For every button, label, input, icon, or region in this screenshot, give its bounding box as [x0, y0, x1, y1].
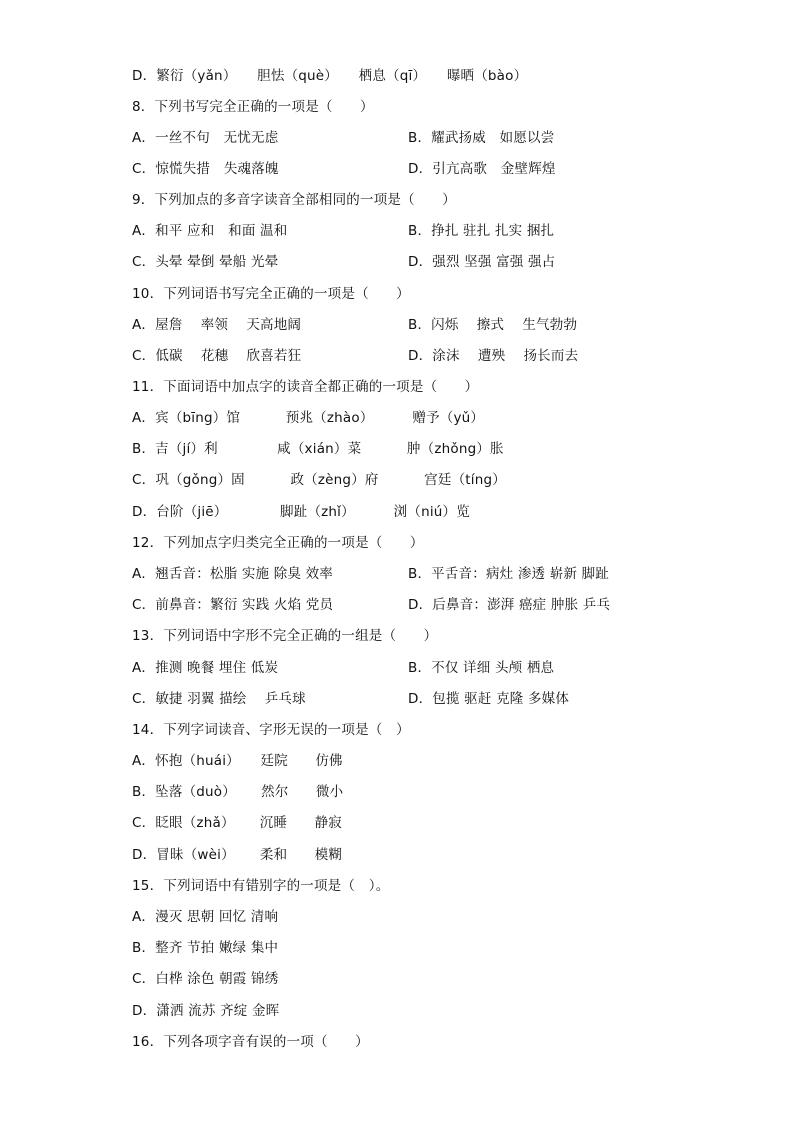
q11-option-b [132, 437, 734, 461]
option-a: A．宾（bīng）馆 预兆（zhào） 赠予（yǔ） [132, 410, 485, 426]
option-d: D．台阶（jiē） 脚趾（zhǐ） 浏（niú）览 [132, 504, 470, 520]
q8-options-ab [132, 126, 734, 150]
question-16 [132, 1030, 734, 1054]
question-13 [132, 624, 734, 648]
question-text: 13．下列词语中字形不完全正确的一组是（ ） [132, 628, 438, 644]
question-text: 9．下列加点的多音字读音全部相同的一项是（ ） [132, 192, 456, 208]
option-c: C．低碳 花穗 欣喜若狂 [132, 348, 302, 364]
option-a: A．漫灭 思朝 回忆 清响 [132, 909, 279, 925]
option-b: B．挣扎 驻扎 扎实 捆扎 [408, 223, 555, 239]
option-c: C．头晕 晕倒 晕船 光晕 [132, 254, 279, 270]
question-14 [132, 718, 734, 742]
option-b: B．坠落（duò） 然尔 微小 [132, 784, 344, 800]
question-10 [132, 282, 734, 306]
option-d: D．包揽 驱赶 克隆 多媒体 [408, 691, 570, 707]
option-c: C．惊慌失措 失魂落魄 [132, 161, 279, 177]
option-a: A．屋詹 率领 天高地阔 [132, 317, 302, 333]
q13-options-cd [132, 687, 734, 711]
option-d: D．后鼻音：澎湃 癌症 肿胀 乒乓 [408, 597, 611, 613]
q14-option-b [132, 780, 734, 804]
option-d: D．潇洒 流苏 齐绽 金晖 [132, 1003, 280, 1019]
option-c: C．巩（gǒng）固 政（zèng）府 宫廷（tíng） [132, 472, 506, 488]
option-b: B．耀武扬威 如愿以尝 [408, 130, 555, 146]
option-b: B．闪烁 擦式 生气勃勃 [408, 317, 578, 333]
q8-options-cd [132, 157, 734, 181]
q7-option-d [132, 64, 734, 88]
option-d: D．冒昧（wèi） 柔和 模糊 [132, 847, 343, 863]
q10-options-cd [132, 344, 734, 368]
q12-options-cd [132, 593, 734, 617]
question-text: 12．下列加点字归类完全正确的一项是（ ） [132, 535, 424, 551]
q11-option-a [132, 406, 734, 430]
q14-option-d [132, 843, 734, 867]
question-8 [132, 95, 734, 119]
option-text: D．繁衍（yǎn） 胆怯（què） 栖息（qī） 曝晒（bào） [132, 68, 528, 84]
question-text: 16．下列各项字音有误的一项（ ） [132, 1034, 369, 1050]
option-d: D．涂沫 遭殃 扬长而去 [408, 348, 579, 364]
question-text: 14．下列字词读音、字形无误的一项是（ ） [132, 722, 410, 738]
question-text: 10．下列词语书写完全正确的一项是（ ） [132, 286, 410, 302]
question-12 [132, 531, 734, 555]
option-d: D．引亢高歌 金壁辉煌 [408, 161, 556, 177]
question-11 [132, 375, 734, 399]
question-text: 11．下面词语中加点字的读音全都正确的一项是（ ） [132, 379, 479, 395]
q15-option-d [132, 999, 734, 1023]
q10-options-ab [132, 313, 734, 337]
q15-option-b [132, 936, 734, 960]
question-9 [132, 188, 734, 212]
option-b: B．整齐 节拍 嫩绿 集中 [132, 940, 279, 956]
question-text: 15．下列词语中有错别字的一项是（ ）。 [132, 878, 390, 894]
option-a: A．翘舌音：松脂 实施 除臭 效率 [132, 566, 334, 582]
option-b: B．平舌音：病灶 渗透 崭新 脚趾 [408, 566, 610, 582]
option-a: A．一丝不句 无忧无虑 [132, 130, 279, 146]
q9-options-ab [132, 219, 734, 243]
q13-options-ab [132, 656, 734, 680]
option-c: C．敏捷 羽翼 描绘 乒乓球 [132, 691, 306, 707]
option-c: C．眨眼（zhǎ） 沉睡 静寂 [132, 815, 342, 831]
question-15 [132, 874, 734, 898]
option-a: A．推测 晚餐 埋住 低炭 [132, 660, 279, 676]
q11-option-d [132, 500, 734, 524]
q11-option-c [132, 468, 734, 492]
option-a: A．和平 应和 和面 温和 [132, 223, 288, 239]
option-d: D．强烈 坚强 富强 强占 [408, 254, 556, 270]
option-c: C．前鼻音：繁衍 实践 火焰 党员 [132, 597, 334, 613]
q15-option-c [132, 967, 734, 991]
question-text: 8．下列书写完全正确的一项是（ ） [132, 99, 374, 115]
q12-options-ab [132, 562, 734, 586]
option-c: C．白桦 涂色 朝霞 锦绣 [132, 971, 279, 987]
q14-option-a [132, 749, 734, 773]
option-a: A．怀抱（huái） 廷院 仿佛 [132, 753, 343, 769]
q14-option-c [132, 811, 734, 835]
option-b: B．吉（jí）利 咸（xián）菜 肿（zhǒng）胀 [132, 441, 504, 457]
option-b: B．不仅 详细 头颅 栖息 [408, 660, 555, 676]
q15-option-a [132, 905, 734, 929]
q9-options-cd [132, 250, 734, 274]
